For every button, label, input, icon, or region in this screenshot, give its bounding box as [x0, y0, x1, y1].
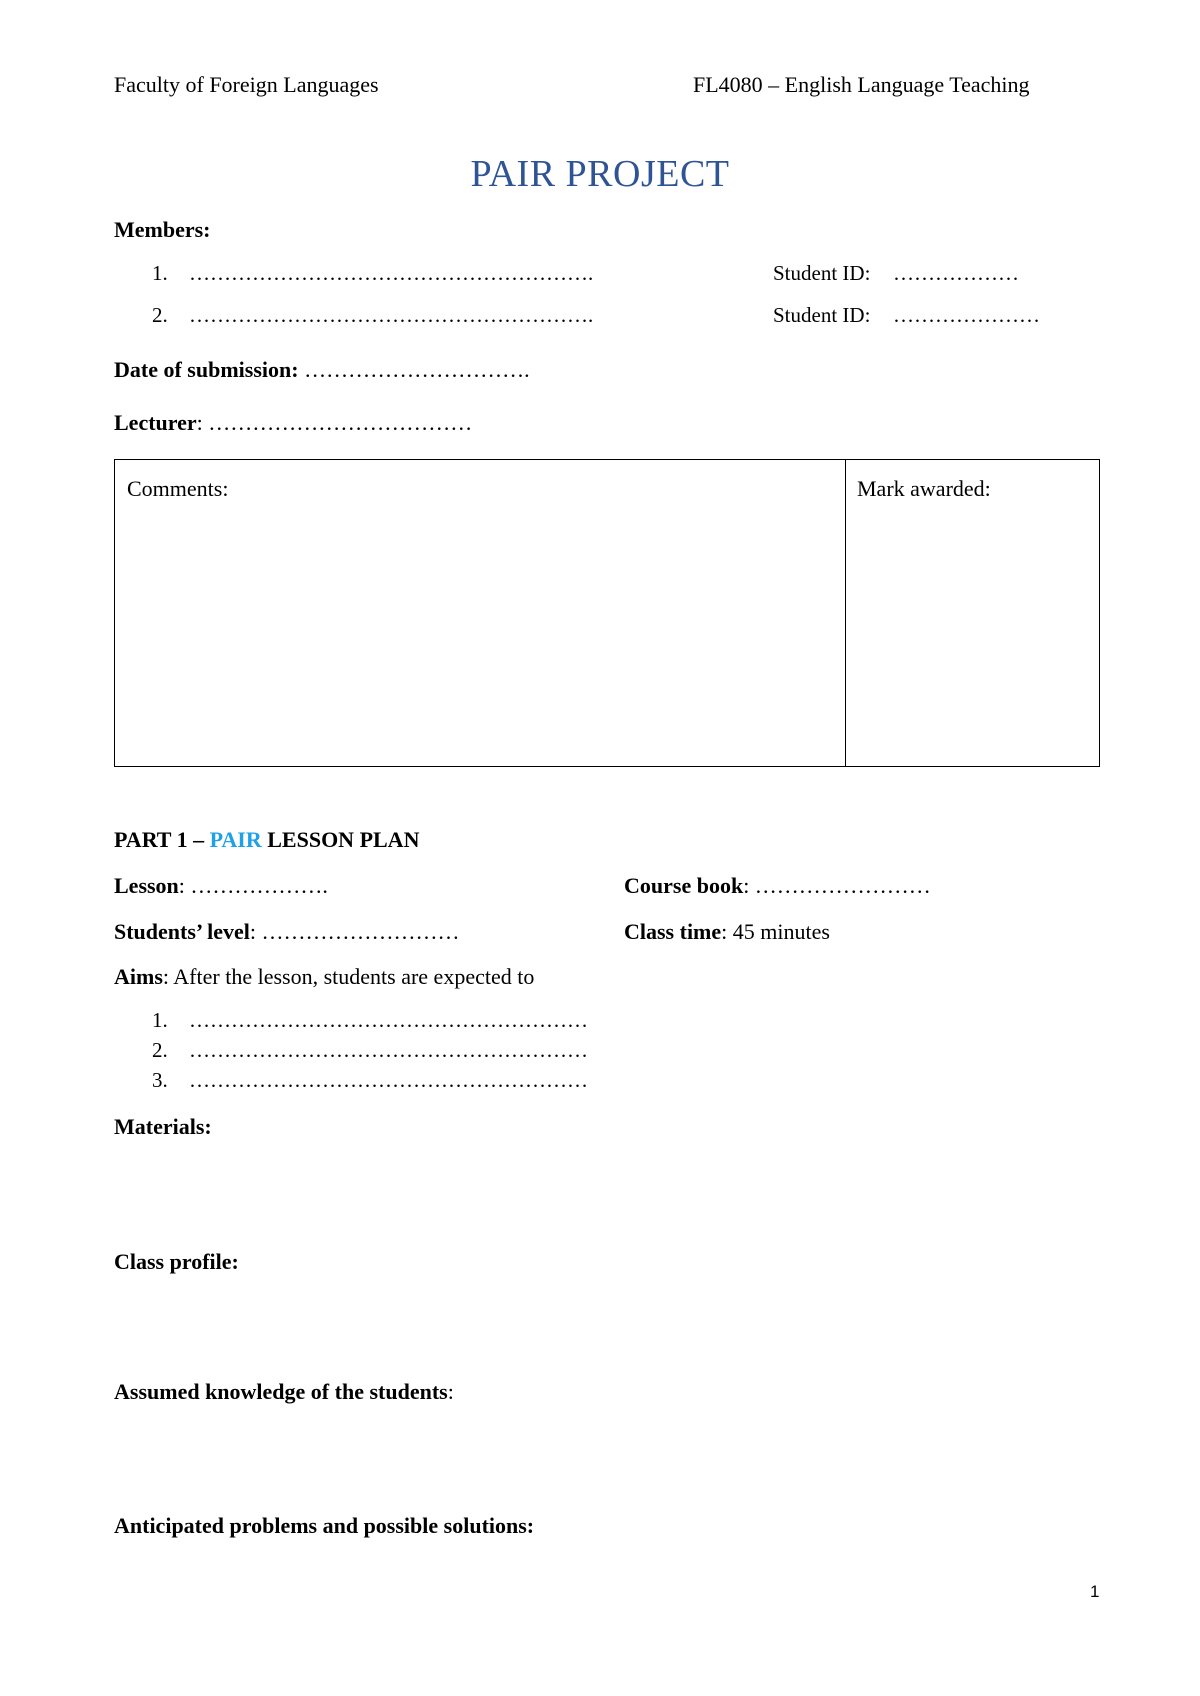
part1-heading-suffix: LESSON PLAN	[261, 827, 420, 852]
coursebook-line	[624, 873, 931, 899]
members-label: Members:	[114, 217, 211, 242]
part1-heading-accent: PAIR	[209, 827, 262, 852]
student-id-dots: ………………	[893, 261, 1019, 285]
level-dots: : ………………………	[249, 919, 460, 944]
classtime-value: : 45 minutes	[721, 919, 830, 944]
member-name-dots: ………………………………………………….	[189, 303, 594, 327]
submission-dots: ………………………….	[304, 357, 530, 382]
aims-line	[114, 964, 534, 990]
coursebook-label: Course book	[624, 873, 744, 898]
lecturer-dots: : ………………………………	[196, 410, 473, 435]
student-id-label: Student ID:	[773, 303, 871, 327]
level-label: Students’ level	[114, 919, 250, 944]
lecturer-line	[114, 410, 472, 436]
mark-awarded-label: Mark awarded:	[857, 476, 991, 501]
assessment-table	[114, 459, 1100, 767]
classtime-label: Class time	[624, 919, 722, 944]
materials-label: Materials:	[114, 1114, 212, 1139]
student-id-label: Student ID:	[773, 261, 871, 285]
submission-label: Date of submission:	[114, 357, 299, 382]
aims-item-number: 3.	[152, 1068, 168, 1092]
lesson-label: Lesson	[114, 873, 179, 898]
aims-label: Aims	[114, 964, 163, 989]
class-profile-label: Class profile:	[114, 1249, 239, 1274]
assumed-knowledge-colon: :	[447, 1379, 454, 1404]
page-title: PAIR PROJECT	[470, 153, 730, 195]
header-faculty: Faculty of Foreign Languages	[114, 72, 379, 97]
lecturer-label: Lecturer	[114, 410, 197, 435]
part1-heading-prefix: PART 1 –	[114, 827, 210, 852]
student-id-dots: …………………	[893, 303, 1040, 327]
assessment-divider	[845, 460, 846, 766]
submission-line	[114, 357, 530, 383]
level-line	[114, 919, 460, 945]
aims-item-dots: …………………………………………………	[189, 1068, 588, 1092]
lesson-dots: : ……………….	[178, 873, 328, 898]
assumed-knowledge-label: Assumed knowledge of the students	[114, 1379, 448, 1404]
aims-text: : After the lesson, students are expected to	[162, 964, 535, 989]
aims-item-dots: …………………………………………………	[189, 1038, 588, 1062]
comments-label: Comments:	[127, 476, 229, 501]
header-course: FL4080 – English Language Teaching	[693, 72, 1030, 97]
aims-item-number: 1.	[152, 1008, 168, 1032]
aims-item-dots: …………………………………………………	[189, 1008, 588, 1032]
member-number: 2.	[152, 303, 168, 327]
coursebook-dots: : ……………………	[743, 873, 931, 898]
lesson-line	[114, 873, 328, 899]
assumed-knowledge-line	[114, 1379, 454, 1405]
anticipated-problems-label: Anticipated problems and possible solutions:	[114, 1513, 535, 1538]
classtime-line	[624, 919, 830, 945]
part1-heading	[114, 827, 419, 853]
member-name-dots: ………………………………………………….	[189, 261, 594, 285]
page-number: 1	[1090, 1582, 1100, 1601]
aims-item-number: 2.	[152, 1038, 168, 1062]
member-number: 1.	[152, 261, 168, 285]
